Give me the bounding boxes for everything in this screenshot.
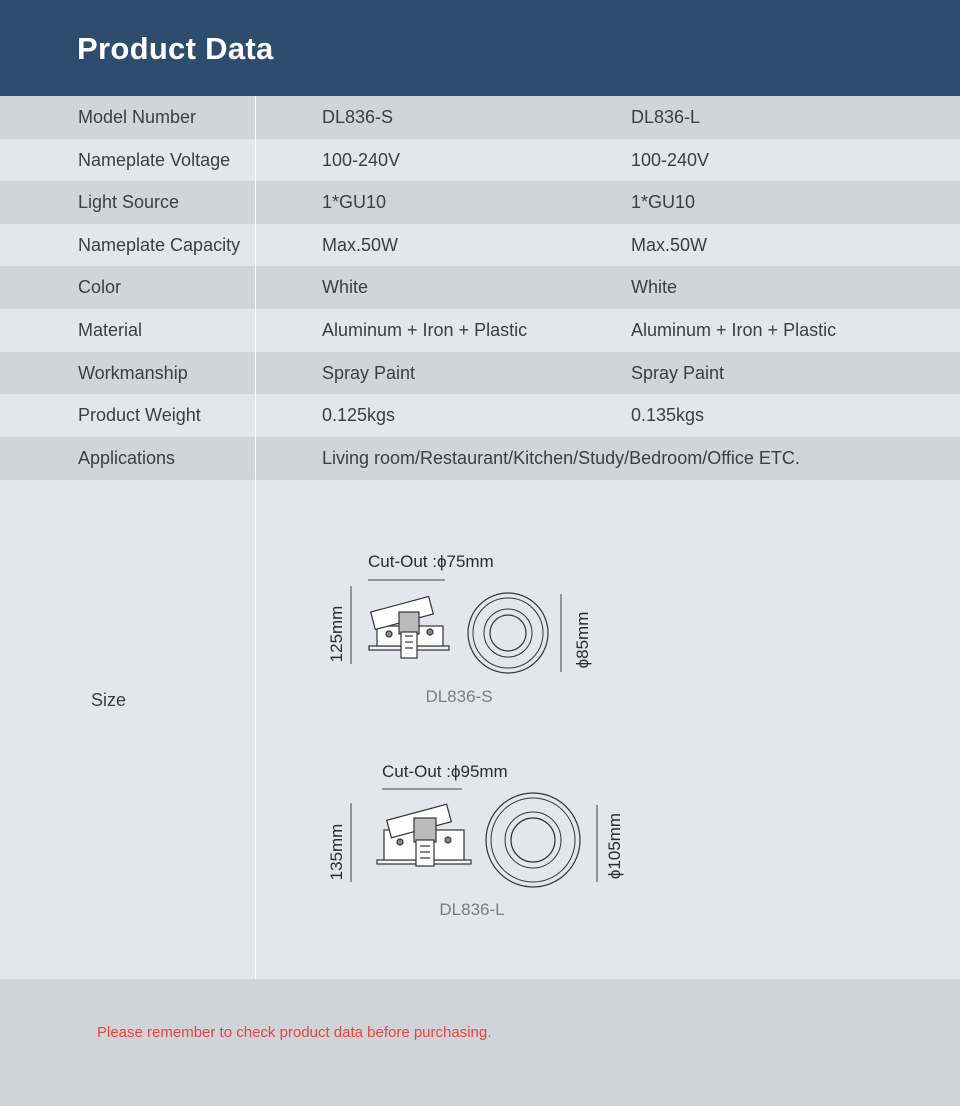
- lamp-front-view-s: [468, 593, 548, 673]
- size-label: Size: [91, 690, 127, 710]
- model-label-l: DL836-L: [439, 900, 505, 919]
- value-dl836-s: Max.50W: [322, 234, 399, 255]
- row-label: Model Number: [78, 107, 197, 127]
- row-label: Color: [78, 277, 122, 298]
- value-dl836-l: White: [631, 277, 678, 298]
- value-dl836-s: DL836-S: [322, 107, 394, 127]
- lamp-side-view-s: [369, 597, 449, 658]
- value-dl836-s: 100-240V: [322, 149, 401, 170]
- lamp-front-view-l: [486, 793, 580, 887]
- value-dl836-l: Aluminum + Iron + Plastic: [631, 319, 837, 340]
- diameter-label-s: ϕ85mm: [573, 611, 592, 669]
- height-label-l: 135mm: [327, 823, 346, 881]
- value-dl836-s: White: [322, 277, 369, 298]
- cutout-label-s: Cut-Out :ϕ75mm: [368, 552, 494, 571]
- value-dl836-l: Max.50W: [631, 234, 708, 255]
- page-title: Product Data: [77, 31, 274, 66]
- applications-value: Living room/Restaurant/Kitchen/Study/Bedroom/Office ETC.: [322, 447, 800, 468]
- purchase-note: Please remember to check product data before purchasing.: [97, 1024, 492, 1041]
- cutout-label-l: Cut-Out :ϕ95mm: [382, 762, 508, 781]
- value-dl836-l: 0.135kgs: [631, 405, 705, 426]
- value-dl836-l: 1*GU10: [631, 192, 696, 213]
- value-dl836-l: Spray Paint: [631, 362, 725, 383]
- diagram-dl836-s: [327, 552, 592, 706]
- row-label: Light Source: [78, 192, 180, 213]
- value-dl836-s: 0.125kgs: [322, 405, 396, 426]
- row-label: Workmanship: [78, 362, 188, 383]
- height-label-s: 125mm: [327, 605, 346, 663]
- value-dl836-s: Spray Paint: [322, 362, 416, 383]
- value-dl836-s: Aluminum + Iron + Plastic: [322, 319, 528, 340]
- value-dl836-l: DL836-L: [631, 107, 701, 127]
- model-label-s: DL836-S: [425, 687, 493, 706]
- row-label: Nameplate Voltage: [78, 149, 231, 170]
- diameter-label-l: ϕ105mm: [605, 812, 624, 880]
- row-label: Applications: [78, 447, 176, 468]
- row-label: Nameplate Capacity: [78, 234, 241, 255]
- row-label: Material: [78, 319, 143, 340]
- lamp-side-view-l: [377, 804, 471, 866]
- diagram-dl836-l: [327, 762, 624, 919]
- value-dl836-l: 100-240V: [631, 149, 710, 170]
- value-dl836-s: 1*GU10: [322, 192, 387, 213]
- row-label: Product Weight: [78, 405, 201, 426]
